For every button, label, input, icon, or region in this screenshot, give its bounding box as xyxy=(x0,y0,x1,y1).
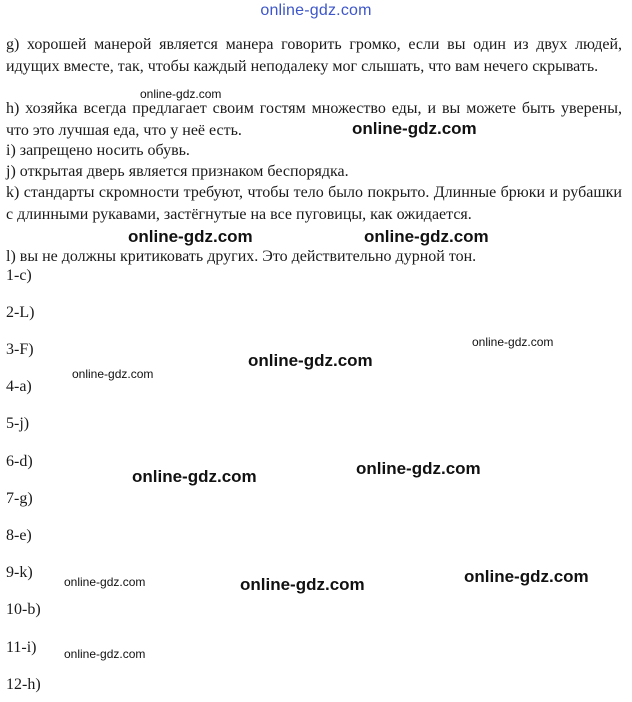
watermark: online-gdz.com xyxy=(128,227,253,246)
watermark: online-gdz.com xyxy=(240,575,365,594)
paragraph-g: g) хорошей манерой является манера говорить громко, если вы один из двух людей, идущих вместе, так, чтобы каждый неподалеку мог слышать, что вам нечего скрывать. xyxy=(6,36,622,75)
paragraph-h: h) хозяйка всегда предлагает своим гостям множество еды, и вы можете быть уверены, что это лучшая еда, что у неё есть. xyxy=(6,100,622,139)
answer-7: 7-g) xyxy=(6,490,33,507)
answer-1: 1-c) xyxy=(6,267,32,284)
answer-10: 10-b) xyxy=(6,601,41,618)
watermark: online-gdz.com xyxy=(132,467,257,486)
answer-5: 5-j) xyxy=(6,415,30,432)
answer-3: 3-F) xyxy=(6,341,34,358)
paragraph-k: k) стандарты скромности требуют, чтобы тело было покрыто. Длинные брюки и рубашки с длинными рукавами, застёгнутые на все пуговицы, как ожидается. xyxy=(6,184,622,223)
answer-4: 4-a) xyxy=(6,378,32,395)
site-header-watermark: online-gdz.com xyxy=(260,2,372,19)
paragraph-j: j) открытая дверь является признаком беспорядка. xyxy=(6,163,349,180)
paragraph-l: l) вы не должны критиковать других. Это действительно дурной тон. xyxy=(6,248,477,265)
watermark: online-gdz.com xyxy=(352,119,477,138)
answer-11: 11-i) xyxy=(6,639,37,656)
answer-8: 8-e) xyxy=(6,527,32,544)
watermark: online-gdz.com xyxy=(64,575,146,589)
watermark: online-gdz.com xyxy=(464,567,589,586)
watermark: online-gdz.com xyxy=(140,87,222,101)
watermark: online-gdz.com xyxy=(248,351,373,370)
watermark: online-gdz.com xyxy=(72,367,154,381)
answer-6: 6-d) xyxy=(6,453,33,470)
watermark: online-gdz.com xyxy=(364,227,489,246)
watermark: online-gdz.com xyxy=(472,335,554,349)
answer-12: 12-h) xyxy=(6,676,41,693)
answer-9: 9-k) xyxy=(6,564,33,581)
answer-2: 2-L) xyxy=(6,304,35,321)
paragraph-i: i) запрещено носить обувь. xyxy=(6,142,190,159)
watermark: online-gdz.com xyxy=(356,459,481,478)
watermark: online-gdz.com xyxy=(64,647,146,661)
